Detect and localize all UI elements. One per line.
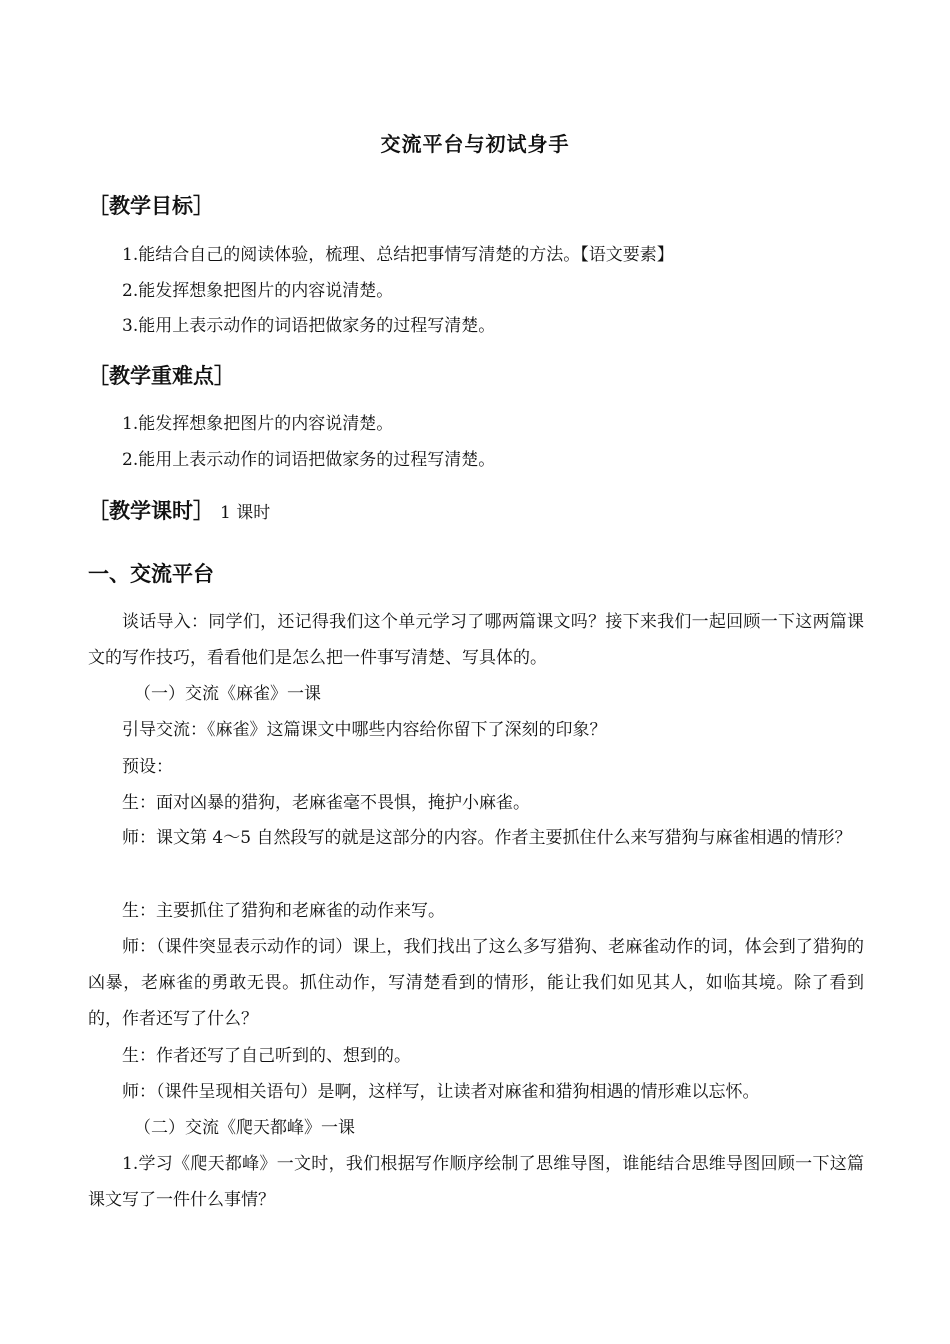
teacher-remark-2: 师：（课件突显表示动作的词）课上，我们找出了这么多写猎狗、老麻雀动作的词，体会到了猎狗的凶暴，老麻雀的勇敢无畏。抓住动作，写清楚看到的情形，能让我们如见其人，如临其境。除了看到的，作者还写了什么？ bbox=[88, 937, 864, 1029]
student-answer-1: 生：面对凶暴的猎狗，老麻雀毫不畏惧，掩护小麻雀。 bbox=[122, 793, 530, 813]
subsection-2-heading: （二）交流《爬天都峰》一课 bbox=[134, 1118, 355, 1138]
goal-item-1: 1.能结合自己的阅读体验，梳理、总结把事情写清楚的方法。【语文要素】 bbox=[122, 245, 674, 265]
subsection-1-heading: （一）交流《麻雀》一课 bbox=[134, 684, 321, 704]
preset-label: 预设： bbox=[122, 757, 173, 777]
teacher-remark-1: 师：课文第 4～5 自然段写的就是这部分的内容。作者主要抓住什么来写猎狗与麻雀相遇的情形？ bbox=[122, 828, 852, 848]
goal-item-2: 2.能发挥想象把图片的内容说清楚。 bbox=[122, 281, 394, 301]
goals-heading: ［教学目标］ bbox=[88, 194, 214, 218]
key-point-item-1: 1.能发挥想象把图片的内容说清楚。 bbox=[122, 414, 394, 434]
key-point-item-2: 2.能用上表示动作的词语把做家务的过程写清楚。 bbox=[122, 450, 496, 470]
part1-heading: 一、交流平台 bbox=[88, 562, 214, 586]
intro-paragraph: 谈话导入：同学们，还记得我们这个单元学习了哪两篇课文吗？接下来我们一起回顾一下这两篇课文的写作技巧，看看他们是怎么把一件事写清楚、写具体的。 bbox=[88, 612, 864, 668]
student-answer-3: 生：作者还写了自己听到的、想到的。 bbox=[122, 1046, 411, 1066]
class-hours-value: 1 课时 bbox=[220, 503, 271, 523]
class-hours-label: ［教学课时］ bbox=[88, 499, 214, 523]
student-answer-2: 生：主要抓住了猎狗和老麻雀的动作来写。 bbox=[122, 901, 445, 921]
teacher-remark-3: 师：（课件呈现相关语句）是啊，这样写，让读者对麻雀和猎狗相遇的情形难以忘怀。 bbox=[122, 1082, 760, 1102]
key-points-heading: ［教学重难点］ bbox=[88, 364, 235, 388]
question-1: 1.学习《爬天都峰》一文时，我们根据写作顺序绘制了思维导图，谁能结合思维导图回顾一下这篇课文写了一件什么事情？ bbox=[88, 1154, 864, 1210]
document-title: 交流平台与初试身手 bbox=[380, 132, 570, 156]
guide-paragraph: 引导交流：《麻雀》这篇课文中哪些内容给你留下了深刻的印象？ bbox=[122, 720, 607, 740]
class-hours-heading bbox=[88, 495, 270, 525]
goal-item-3: 3.能用上表示动作的词语把做家务的过程写清楚。 bbox=[122, 316, 496, 336]
